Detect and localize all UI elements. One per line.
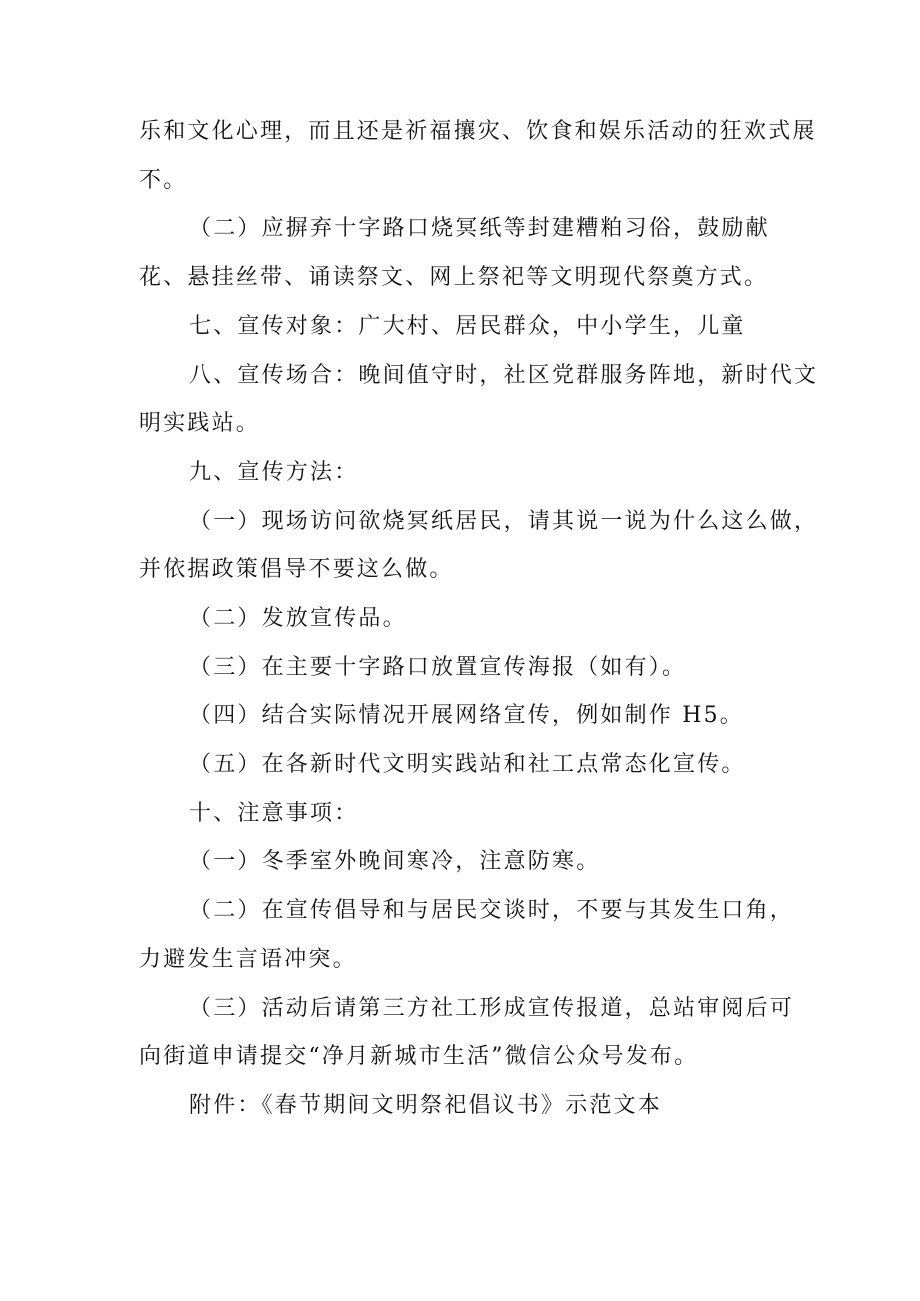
- text-line: 花、悬挂丝带、诵读祭文、网上祭祀等文明现代祭奠方式。: [139, 265, 769, 290]
- method-item-1: （一）现场访问欲烧冥纸居民，请其说一说为什么这么做，: [189, 509, 819, 534]
- text-line: 向街道申请提交“净月新城市生活”微信公众号发布。: [139, 1044, 699, 1069]
- paragraph-item-2: （二）应摒弃十字路口烧冥纸等封建糟粕习俗，鼓励献: [189, 216, 770, 241]
- note-item-3: （三）活动后请第三方社工形成宣传报道，总站审阅后可: [189, 996, 795, 1021]
- text-line: 并依据政策倡导不要这么做。: [139, 557, 454, 582]
- method-item-5: （五）在各新时代文明实践站和社工点常态化宣传。: [189, 752, 746, 777]
- method-item-4: （四）结合实际情况开展网络宣传，例如制作 H5。: [189, 703, 744, 728]
- section-heading-7: 七、宣传对象：广大村、居民群众，中小学生，儿童: [189, 314, 746, 339]
- section-heading-9: 九、宣传方法：: [189, 460, 359, 485]
- note-item-2: （二）在宣传倡导和与居民交谈时，不要与其发生口角，: [189, 898, 795, 923]
- section-heading-10: 十、注意事项：: [189, 801, 359, 826]
- text-line: 不。: [139, 168, 188, 193]
- text-line: 力避发生言语冲突。: [139, 947, 357, 972]
- text-line: 乐和文化心理，而且还是祈福攘灾、饮食和娱乐活动的狂欢式展: [139, 119, 817, 144]
- section-heading-8: 八、宣传场合：晚间值守时，社区党群服务阵地，新时代文: [189, 363, 819, 388]
- attachment-line: 附件：《春节期间文明祭祀倡议书》示范文本: [189, 1093, 663, 1118]
- text-line: 明实践站。: [139, 411, 261, 436]
- note-item-1: （一）冬季室外晚间寒冷，注意防寒。: [189, 849, 601, 874]
- method-item-3: （三）在主要十字路口放置宣传海报（如有）。: [189, 655, 687, 680]
- method-item-2: （二）发放宣传品。: [189, 606, 407, 631]
